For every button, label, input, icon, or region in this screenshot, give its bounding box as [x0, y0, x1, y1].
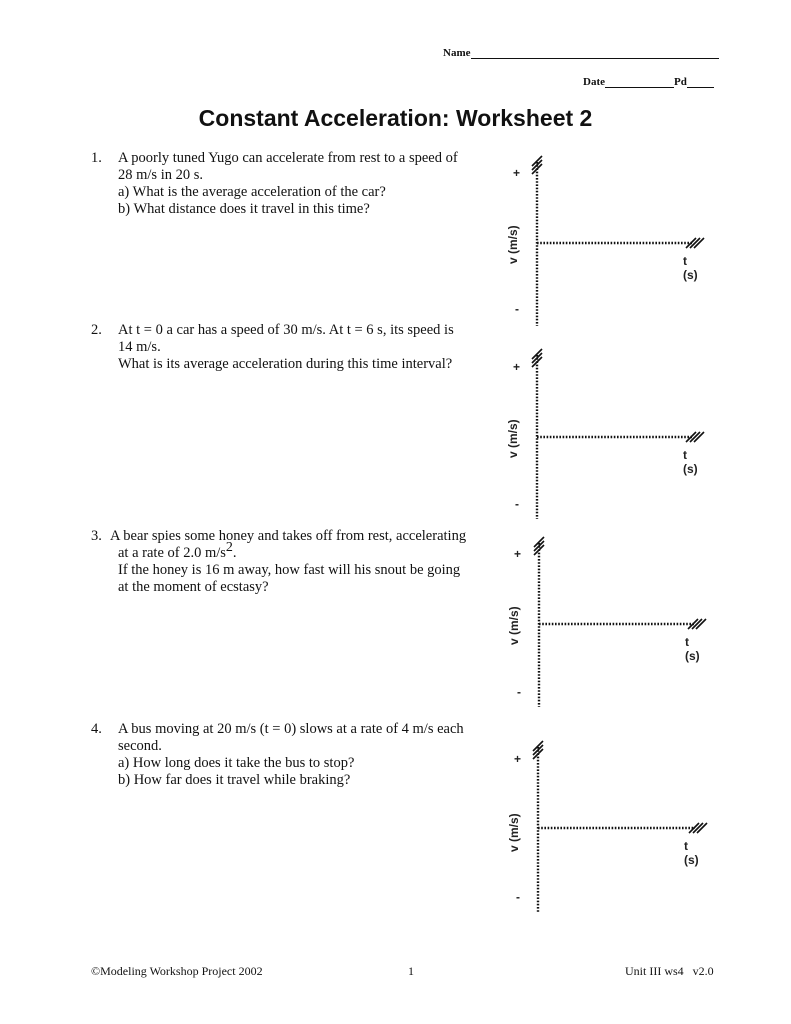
- question-line: second.: [118, 738, 162, 754]
- question-line: At t = 0 a car has a speed of 30 m/s. At t = 6 s, its speed is: [118, 322, 454, 338]
- question-line: a) How long does it take the bus to stop?: [118, 755, 355, 771]
- question-line-text: .: [232, 545, 237, 561]
- minus-sign: -: [515, 497, 519, 511]
- name-label: Name: [443, 47, 471, 59]
- pd-label: Pd: [674, 76, 687, 88]
- question-2: [91, 322, 491, 373]
- y-axis-label: v (m/s): [506, 225, 520, 264]
- plus-sign: +: [514, 547, 522, 561]
- y-axis-label: v (m/s): [506, 419, 520, 458]
- date-blank[interactable]: [605, 75, 674, 88]
- date-label: Date: [583, 76, 605, 88]
- question-number: 3.: [91, 528, 102, 544]
- velocity-time-graph-3[interactable]: [500, 533, 700, 713]
- superscript: 2: [225, 540, 233, 556]
- minus-sign: -: [516, 890, 520, 904]
- graph-axes: [500, 737, 720, 917]
- question-4: [91, 721, 491, 789]
- question-number: 1.: [91, 150, 102, 166]
- page-title: Constant Acceleration: Worksheet 2: [198, 105, 593, 131]
- question-line: b) What distance does it travel in this time?: [118, 201, 370, 217]
- x-axis-label: t (s): [683, 448, 698, 476]
- question-line-text: at a rate of 2.0 m/s: [118, 545, 226, 561]
- question-number: 2.: [91, 322, 102, 338]
- footer-page-number: 1: [408, 964, 414, 978]
- question-line: a) What is the average acceleration of the car?: [118, 184, 386, 200]
- y-axis-label: v (m/s): [507, 813, 521, 852]
- question-line: at the moment of ecstasy?: [118, 579, 269, 595]
- x-axis-label: t (s): [684, 839, 699, 867]
- x-axis-label: t (s): [685, 635, 700, 663]
- minus-sign: -: [517, 685, 521, 699]
- question-line: A poorly tuned Yugo can accelerate from rest to a speed of: [118, 150, 458, 166]
- footer-copyright: ©Modeling Workshop Project 2002: [91, 964, 263, 978]
- velocity-time-graph-2[interactable]: [500, 345, 700, 525]
- velocity-time-graph-4[interactable]: [500, 737, 700, 917]
- question-number: 4.: [91, 721, 102, 737]
- name-blank[interactable]: [471, 46, 719, 59]
- plus-sign: +: [513, 360, 521, 374]
- footer-unit-version: Unit III ws4 v2.0: [625, 964, 714, 978]
- plus-sign: +: [514, 752, 522, 766]
- graph-axes: [500, 533, 720, 713]
- pd-blank[interactable]: [687, 75, 714, 88]
- question-1: [91, 150, 491, 218]
- y-axis-label: v (m/s): [507, 606, 521, 645]
- x-axis-label: t (s): [683, 254, 698, 282]
- name-field[interactable]: [443, 46, 719, 59]
- question-line: A bus moving at 20 m/s (t = 0) slows at a rate of 4 m/s each: [118, 721, 464, 737]
- graph-axes: [500, 345, 720, 525]
- velocity-time-graph-1[interactable]: [500, 152, 700, 332]
- plus-sign: +: [513, 166, 521, 180]
- question-line: [110, 540, 491, 562]
- question-line: 14 m/s.: [118, 339, 161, 355]
- minus-sign: -: [515, 302, 519, 316]
- question-line: If the honey is 16 m away, how fast will his snout be going: [118, 562, 461, 578]
- question-line: A bear spies some honey and takes off from rest, accelerating: [110, 528, 467, 544]
- graph-axes: [500, 152, 720, 332]
- question-line: b) How far does it travel while braking?: [118, 772, 351, 788]
- question-3: [91, 528, 491, 596]
- question-line: 28 m/s in 20 s.: [118, 167, 203, 183]
- question-line: What is its average acceleration during this time interval?: [118, 356, 453, 372]
- date-pd-field[interactable]: [583, 75, 714, 88]
